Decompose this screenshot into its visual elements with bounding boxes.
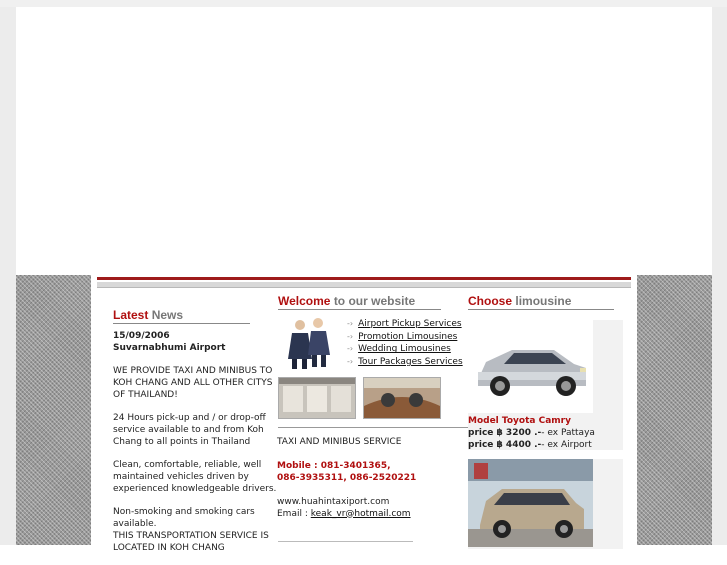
red-divider-bar [97,277,631,280]
limousine-heading [468,294,571,308]
toyota-innova-image[interactable] [468,459,593,547]
email-label: Email : [277,508,308,519]
arrow-icon: -› [347,344,354,354]
news-paragraph-4a: Non-smoking and smoking cars available. [113,507,255,529]
news-paragraph-4b: THIS TRANSPORTATION SERVICE IS LOCATED IN KOH CHANG [113,531,269,553]
tour-packages-link[interactable]: Tour Packages Services [358,357,463,368]
link-row-wedding [347,343,463,356]
toyota-camry-image[interactable] [468,320,593,413]
main-content [91,275,637,553]
link-row-airport [347,318,463,331]
camry-price-2: price ฿ 4400 .- [468,440,542,450]
latest-news-heading-b: News [151,308,184,322]
camry-caption [468,415,595,451]
limousine-heading-b: limousine [515,294,572,308]
link-row-promotion [347,331,463,344]
news-date: 15/09/2006 [113,331,170,341]
latest-news-heading [113,308,183,322]
side-pattern-right [637,275,712,545]
side-pattern-left [16,275,91,545]
latest-news-heading-a: Latest [113,308,149,322]
service-title: TAXI AND MINIBUS SERVICE [277,437,402,447]
mobile-block [277,461,467,484]
news-paragraph-2: 24 Hours pick-up and / or drop-off service available to and from Koh Chang to all points in Thailand [113,413,266,447]
wedding-limousines-link[interactable]: Wedding Limousines [358,344,451,355]
service-links [347,318,463,369]
link-row-tour [347,356,463,369]
mobile-numbers-more: 086-3935311, 086-2520221 [277,472,417,483]
grey-divider-bar [97,282,631,288]
arrow-icon: -› [347,319,354,328]
top-strip [0,0,727,7]
camry-price-2-note: - ex Airport [541,440,592,450]
arrow-icon: -› [347,331,354,341]
news-paragraph-1: WE PROVIDE TAXI AND MINIBUS TO KOH CHANG AND ALL OTHER CITYS OF THAILAND! [113,366,273,400]
van-interior-image [278,377,356,419]
news-column [113,330,283,565]
camry-price-1: price ฿ 3200 .- [468,428,542,438]
welcome-heading-a: Welcome [278,294,331,308]
limousine-heading-a: Choose [468,294,513,308]
limousine-underline [468,309,614,310]
news-paragraph-3: Clean, comfortable, reliable, well maintained vehicles driven by experienced knowledgeable drivers. [113,460,277,494]
arrow-icon: -› [347,357,354,367]
contact-block [277,497,467,520]
website-text: www.huahintaxiport.com [277,497,390,507]
camry-model: Model Toyota Camry [468,416,571,426]
email-link[interactable]: keak_vr@hotmail.com [310,508,411,519]
welcome-heading [278,294,415,308]
airport-pickup-link[interactable]: Airport Pickup Services [358,319,462,329]
car-interior-image [363,377,441,419]
contact-divider [278,541,413,542]
header-banner [16,7,712,275]
news-location: Suvarnabhumi Airport [113,343,226,353]
mobile-numbers: Mobile : 081-3401365, [277,461,391,471]
promotion-limousines-link[interactable]: Promotion Limousines [358,331,458,342]
business-people-image [278,315,340,371]
welcome-heading-b: to our website [333,294,416,308]
camry-price-1-note: - ex Pattaya [541,428,595,438]
outer-margin-left [0,7,16,545]
outer-margin-right [712,7,727,545]
latest-news-underline [113,323,250,324]
welcome-divider [278,427,468,428]
welcome-underline [278,309,441,310]
